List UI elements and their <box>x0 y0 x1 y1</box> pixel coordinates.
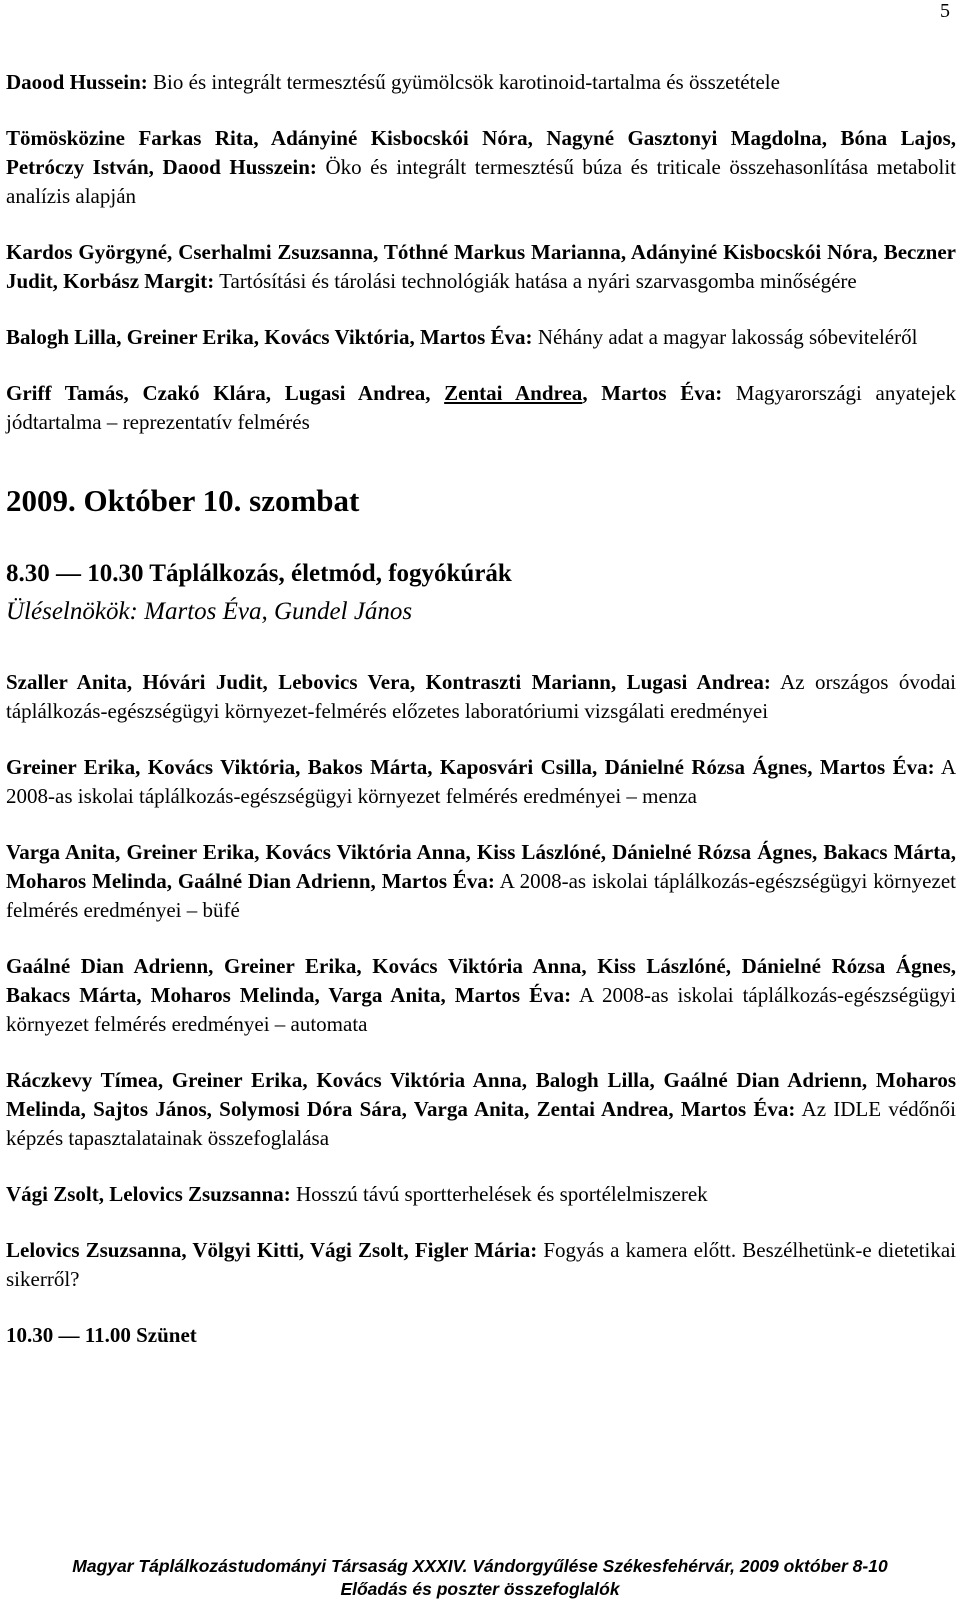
entry-authors: Balogh Lilla, Greiner Erika, Kovács Viktória, Martos Éva: <box>6 325 533 349</box>
entry-authors: Greiner Erika, Kovács Viktória, Bakos Márta, Kaposvári Csilla, Dánielné Rózsa Ágnes, Martos Éva: <box>6 755 935 779</box>
entry-authors <box>6 1182 291 1206</box>
abstract-entry <box>6 753 956 811</box>
abstract-entry <box>6 124 956 211</box>
abstract-entry <box>6 838 956 925</box>
abstract-entry <box>6 238 956 296</box>
entry-authors-part: , Martos Éva: <box>582 381 723 405</box>
entry-lead-author: Lelovics Zsuzsanna <box>6 1238 182 1262</box>
footer-line-1: Magyar Táplálkozástudományi Társaság XXXIV. Vándorgyűlése Székesfehérvár, 2009 október 8-10 <box>72 1556 888 1576</box>
abstract-entry <box>6 323 956 352</box>
entry-title: Fogyás a kamera előtt. Beszélhetünk-e dietetikai sikerről? <box>6 1238 957 1291</box>
entry-authors-rest: , Greiner Erika, Kovács Viktória Anna, Balogh Lilla, Gaálné Dian Adrienn, Moharos Melinda, Sajtos János, Solymosi Dóra Sára, Varga Anita, Zentai Andrea, Martos Éva: <box>6 1068 956 1121</box>
abstract-entry <box>6 1236 956 1294</box>
page-footer <box>0 1555 960 1601</box>
entry-authors-rest: , Völgyi Kitti, Vági Zsolt, Figler Mária: <box>181 1238 538 1262</box>
entry-authors <box>6 381 722 405</box>
entry-title: Öko és integrált termesztésű búza és triticale összehasonlítása metabolit analízis alapján <box>6 155 956 208</box>
entry-lead-author: Vági Zsolt <box>6 1182 99 1206</box>
entry-title: Hosszú távú sportterhelések és sportélelmiszerek <box>290 1182 708 1206</box>
document-body <box>6 68 956 1350</box>
entry-authors <box>6 1238 537 1262</box>
entry-title: A 2008-as iskolai táplálkozás-egészségügyi környezet felmérés eredményei – menza <box>6 755 956 808</box>
entry-authors: Szaller Anita, Hóvári Judit, Lebovics Vera, Kontraszti Mariann, Lugasi Andrea: <box>6 670 771 694</box>
entry-title: Az országos óvodai táplálkozás-egészségügyi környezet-felmérés előzetes laboratóriumi vizsgálati eredményei <box>6 670 956 723</box>
entry-title: A 2008-as iskolai táplálkozás-egészségügyi környezet felmérés eredményei – büfé <box>6 869 956 922</box>
entry-authors: Kardos Györgyné, Cserhalmi Zsuzsanna, Tóthné Markus Marianna, Adányiné Kisbocskói Nóra, Beczner Judit, Korbász Margit: <box>6 240 956 293</box>
entry-lead-author: Gaálné Dian Adrienn <box>6 954 209 978</box>
date-heading: 2009. Október 10. szombat <box>6 483 360 518</box>
entry-title: Néhány adat a magyar lakosság sóbeviteléről <box>532 325 918 349</box>
session-heading: 8.30 — 10.30 Táplálkozás, életmód, fogyókúrák <box>6 560 512 587</box>
break-line: 10.30 — 11.00 Szünet <box>6 1323 197 1347</box>
entry-title: A 2008-as iskolai táplálkozás-egészségügyi környezet felmérés eredményei – automata <box>6 983 956 1036</box>
entry-title: Az IDLE védőnői képzés tapasztalatainak összefoglalása <box>6 1097 956 1150</box>
entry-title: Magyarországi anyatejek jódtartalma – reprezentatív felmérés <box>6 381 956 434</box>
abstract-entry <box>6 379 956 437</box>
entry-authors-part: Griff Tamás, Czakó Klára, Lugasi Andrea, <box>6 381 445 405</box>
entry-authors-rest: , Greiner Erika, Kovács Viktória Anna, Kiss Lászlóné, Dánielné Rózsa Ágnes, Bakacs Márta, Moharos Melinda, Varga Anita, Martos Éva: <box>6 954 956 1007</box>
abstract-entry <box>6 1180 956 1209</box>
abstract-entry <box>6 668 956 726</box>
entry-authors: Tömösközine Farkas Rita, Adányiné Kisbocskói Nóra, Nagyné Gasztonyi Magdolna, Bóna Lajos, Petróczy István, Daood Husszein: <box>6 126 956 179</box>
session-chairs: Üléselnökök: Martos Éva, Gundel János <box>6 598 413 625</box>
presenting-author: Zentai Andrea <box>444 381 583 405</box>
page-number: 5 <box>940 0 950 22</box>
entry-title: Bio és integrált termesztésű gyümölcsök karotinoid-tartalma és összetétele <box>147 70 780 94</box>
entry-title: Tartósítási és tárolási technológiák hatása a nyári szarvasgomba minőségére <box>214 269 857 293</box>
abstract-entry <box>6 68 956 97</box>
entry-authors: Daood Hussein: <box>6 70 148 94</box>
entry-lead-author: Varga Anita <box>6 840 116 864</box>
entry-authors-rest: , Greiner Erika, Kovács Viktória Anna, Kiss Lászlóné, Dánielné Rózsa Ágnes, Bakacs Márta, Moharos Melinda, Gaálné Dian Adrienn, Martos Éva: <box>6 840 956 893</box>
entry-authors-rest: , Lelovics Zsuzsanna: <box>98 1182 291 1206</box>
abstract-entry <box>6 952 956 1039</box>
abstract-entry <box>6 1066 956 1153</box>
footer-line-2: Előadás és poszter összefoglalók <box>340 1579 620 1599</box>
entry-lead-author: Ráczkevy Tímea <box>6 1068 158 1092</box>
